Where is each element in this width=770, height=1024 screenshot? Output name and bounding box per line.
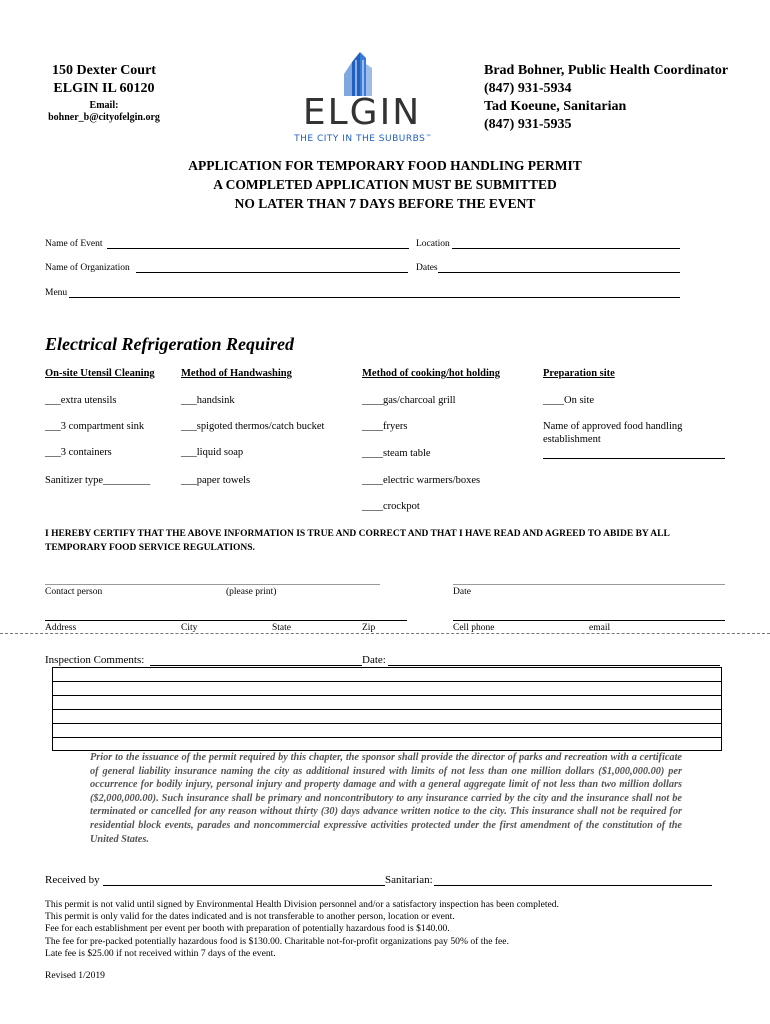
menu-label: Menu <box>45 288 68 298</box>
contact1-name: Brad Bohner, Public Health Coordinator <box>484 63 729 78</box>
title-line2: A COMPLETED APPLICATION MUST BE SUBMITTED <box>213 177 557 192</box>
organization-field[interactable] <box>136 272 408 273</box>
logo-wordmark: ELGIN <box>302 92 422 133</box>
sanitarian-label: Sanitarian: <box>385 874 433 886</box>
option-spigoted-thermos[interactable]: ___spigoted thermos/catch bucket <box>181 421 325 432</box>
inspection-date-label: Date: <box>362 654 386 666</box>
location-label: Location <box>416 239 450 249</box>
dates-field[interactable] <box>438 272 680 273</box>
organization-label: Name of Organization <box>45 263 130 273</box>
email-label-field: email <box>589 623 611 633</box>
approved-establishment-label: Name of approved food handling <box>543 421 683 432</box>
certification-statement: I HEREBY CERTIFY THAT THE ABOVE INFORMATION IS TRUE AND CORRECT AND THAT I HAVE READ AND AGREED TO ABIDE BY ALL TEMPORARY FOOD SERVICE REGULATIONS. <box>45 529 670 553</box>
permit-notes <box>45 899 559 960</box>
option-liquid-soap[interactable]: ___liquid soap <box>181 447 244 458</box>
menu-field[interactable] <box>69 297 680 298</box>
please-print-label: (please print) <box>226 587 277 597</box>
inspection-comments-line <box>150 665 720 666</box>
note-line: Late fee is $25.00 if not received within 7 days of the event. <box>45 947 276 959</box>
event-name-field[interactable] <box>107 248 409 249</box>
comment-row <box>53 737 721 738</box>
received-by-label: Received by <box>45 874 100 886</box>
insurance-requirement: Prior to the issuance of the permit required by this chapter, the sponsor shall provide the director of parks and recreation with a certificate of general liability insurance naming the city as additional insured with limits of not less than one million dollars ($1,000,000.00) per occurrence for bodily injury, personal injury and property damage and with a general aggregate limit of not less than two million dollars ($2,000,000.00). Such insurance shall be primary and noncontributory to any insurance carried by the city and the insurance shall not be terminated or cancelled for any reason without thirty (30) days advance written notice to the city. This insurance shall not be required for residential block events, parades and noncommercial expressive activities protected under the first amendment of the constitution of the United States. <box>90 752 682 845</box>
contact2-name: Tad Koeune, Sanitarian <box>484 99 627 114</box>
option-steam-table[interactable]: ____steam table <box>362 448 431 459</box>
contact-person-field[interactable] <box>45 584 380 585</box>
note-line: The fee for pre-packed potentially hazardous food is $130.00. Charitable not-for-profit organizations pay 50% of the fee. <box>45 935 509 947</box>
inspection-comments-label: Inspection Comments: <box>45 654 145 666</box>
comment-row <box>53 723 721 724</box>
contact1-phone: (847) 931-5934 <box>484 81 572 96</box>
phone-email-field[interactable] <box>453 620 725 621</box>
sender-address <box>46 62 162 124</box>
cell-phone-label: Cell phone <box>453 623 495 633</box>
title-line1: APPLICATION FOR TEMPORARY FOOD HANDLING PERMIT <box>188 158 582 173</box>
comment-row <box>53 681 721 682</box>
comment-row <box>53 709 721 710</box>
utensil-header: On-site Utensil Cleaning <box>45 368 155 379</box>
option-3-compartment-sink[interactable]: ___3 compartment sink <box>45 421 145 432</box>
note-line: This permit is not valid until signed by Environmental Health Division personnel and/or a satisfactory inspection has been completed. <box>45 899 559 910</box>
state-label: State <box>272 623 291 633</box>
form-title <box>0 156 770 213</box>
approved-establishment-field[interactable] <box>543 458 725 459</box>
option-electric-warmers[interactable]: ____electric warmers/boxes <box>362 475 481 486</box>
event-name-label: Name of Event <box>45 239 103 249</box>
address-field[interactable] <box>45 620 407 621</box>
revision-date: Revised 1/2019 <box>45 970 105 981</box>
option-crockpot[interactable]: ____crockpot <box>362 501 420 512</box>
title-line3: NO LATER THAN 7 DAYS BEFORE THE EVENT <box>234 196 536 211</box>
contact-person-label: Contact person <box>45 587 103 597</box>
address-label: Address <box>45 623 77 633</box>
establishment-label: establishment <box>543 434 601 445</box>
email-label: Email: <box>89 100 119 111</box>
note-line: Fee for each establishment per event per booth with preparation of potentially hazardous food is $140.00. <box>45 923 450 935</box>
email-address: bohner_b@cityofelgin.org <box>48 112 160 123</box>
elgin-logo <box>272 50 452 148</box>
sanitizer-type-field[interactable]: Sanitizer type_________ <box>45 475 151 486</box>
option-fryers[interactable]: ____fryers <box>362 421 408 432</box>
option-paper-towels[interactable]: ___paper towels <box>181 475 251 486</box>
city-label: City <box>181 623 198 633</box>
logo-tagline: THE CITY IN THE SUBURBS™ <box>294 134 432 144</box>
sanitarian-field[interactable] <box>434 885 712 886</box>
comment-row <box>53 695 721 696</box>
date-label: Date <box>453 587 471 597</box>
received-by-field[interactable] <box>103 885 385 886</box>
address-line2: ELGIN IL 60120 <box>53 81 155 96</box>
option-on-site[interactable]: ____On site <box>543 395 595 406</box>
date-field[interactable] <box>453 584 725 585</box>
note-line: This permit is only valid for the dates indicated and is not transferable to another person, location or event. <box>45 911 455 923</box>
contact2-phone: (847) 931-5935 <box>484 117 572 132</box>
zip-label: Zip <box>362 623 376 633</box>
refrigeration-heading: Electrical Refrigeration Required <box>45 334 294 354</box>
cut-line <box>0 633 770 634</box>
address-line1: 150 Dexter Court <box>52 63 156 78</box>
location-field[interactable] <box>452 248 680 249</box>
cooking-header: Method of cooking/hot holding <box>362 368 500 379</box>
option-extra-utensils[interactable]: ___extra utensils <box>45 395 117 406</box>
option-3-containers[interactable]: ___3 containers <box>45 447 112 458</box>
option-handsink[interactable]: ___handsink <box>181 395 235 406</box>
option-gas-charcoal-grill[interactable]: ____gas/charcoal grill <box>362 395 456 406</box>
dates-label: Dates <box>416 263 438 273</box>
handwashing-header: Method of Handwashing <box>181 368 292 379</box>
inspection-comments-box[interactable] <box>52 667 722 751</box>
prep-header: Preparation site <box>543 368 615 379</box>
contacts <box>484 62 728 134</box>
